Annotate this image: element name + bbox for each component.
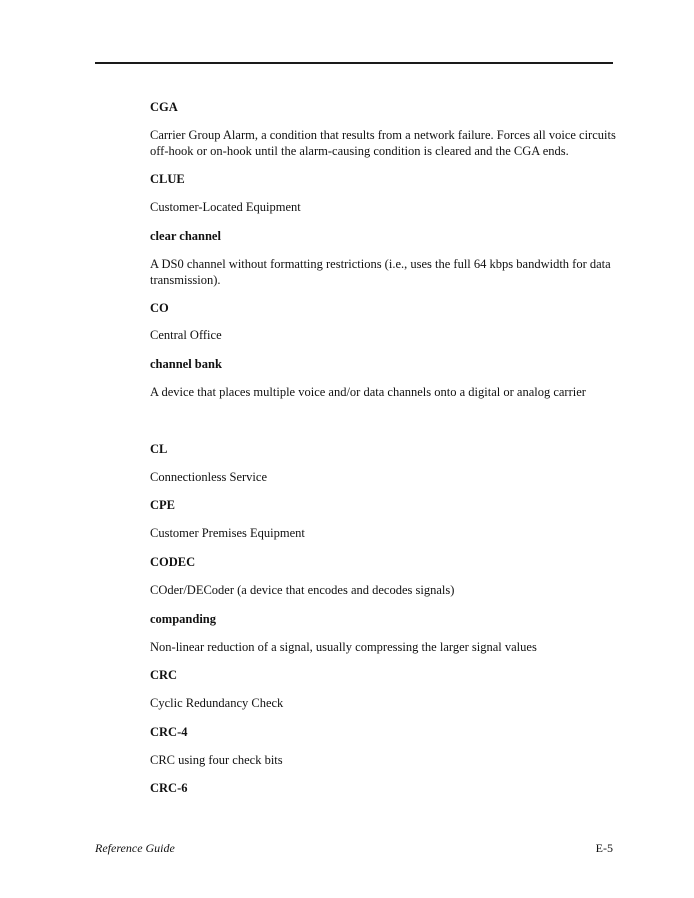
page-number: E-5 [595, 841, 613, 855]
definition-cpe: Customer Premises Equipment [150, 526, 305, 540]
term-clue: CLUE [150, 172, 185, 186]
term-crc-4: CRC-4 [150, 725, 188, 739]
term-crc-6: CRC-6 [150, 781, 188, 795]
definition-clue: Customer-Located Equipment [150, 200, 301, 214]
term-companding: companding [150, 612, 216, 626]
header-rule [95, 62, 613, 64]
term-cga: CGA [150, 100, 178, 114]
definition-crc-4: CRC using four check bits [150, 753, 283, 767]
definition-codec: COder/DECoder (a device that encodes and decodes signals) [150, 583, 455, 597]
definition-companding: Non-linear reduction of a signal, usually compressing the larger signal values [150, 640, 537, 654]
definition-clear-channel: A DS0 channel without formatting restrictions (i.e., uses the full 64 kbps bandwidth for data transmission). [150, 257, 611, 287]
footer-title: Reference Guide [95, 841, 175, 855]
definition-channel-bank: A device that places multiple voice and/or data channels onto a digital or analog carrier [150, 385, 586, 399]
term-codec: CODEC [150, 555, 196, 569]
term-crc: CRC [150, 668, 178, 682]
term-clear-channel: clear channel [150, 229, 221, 243]
term-cl: CL [150, 442, 168, 456]
term-cpe: CPE [150, 498, 175, 512]
definition-co: Central Office [150, 328, 222, 342]
term-co: CO [150, 301, 169, 315]
definition-cl: Connectionless Service [150, 470, 267, 484]
definition-cga: Carrier Group Alarm, a condition that results from a network failure. Forces all voice circuits off-hook or on-hook until the alarm-causing condition is cleared and the CGA ends. [150, 128, 616, 158]
definition-crc: Cyclic Redundancy Check [150, 696, 284, 710]
term-channel-bank: channel bank [150, 357, 222, 371]
